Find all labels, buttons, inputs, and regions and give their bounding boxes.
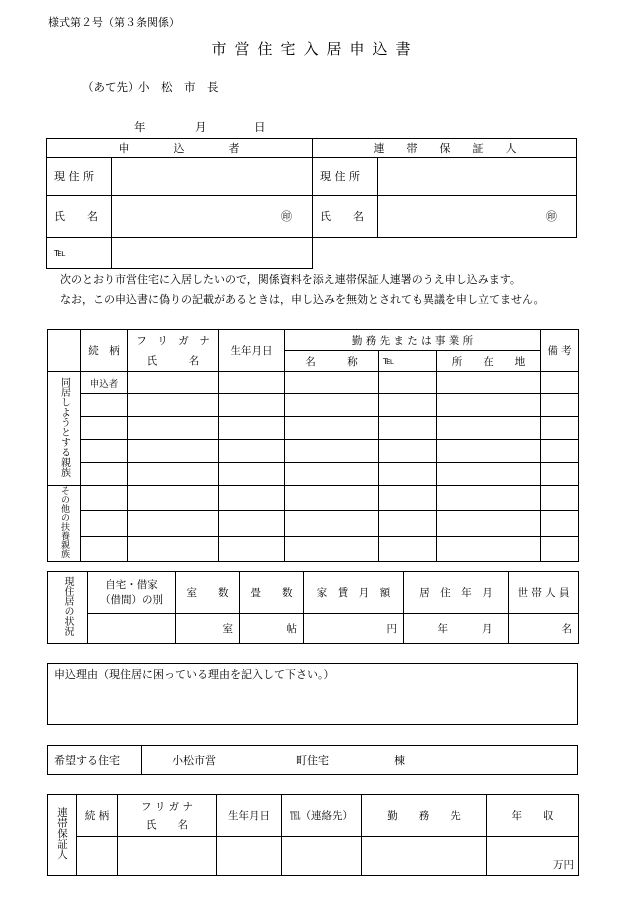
- guarantor-col-birth: 生年月日: [217, 795, 282, 837]
- family-col-birth: 生年月日: [219, 330, 285, 372]
- guarantor-col-furigana: フ リ ガ ナ: [140, 801, 193, 813]
- guarantor-label: 連帯保証人: [48, 795, 77, 876]
- guarantor-header: 連 帯 保 証 人: [373, 142, 517, 155]
- family-col-furigana: フ リ ガ ナ: [128, 330, 219, 351]
- page-title: 市営住宅入居申込書: [211, 40, 419, 58]
- date-day-label: 日: [254, 120, 266, 134]
- guarantor-unit-income: 万円: [487, 837, 579, 876]
- family-group-cohabit: 同居しようとする親族: [48, 372, 81, 486]
- date-month-label: 月: [195, 120, 207, 134]
- desired-housing-building: 棟: [394, 754, 405, 767]
- residence-col-rooms: 室 数: [176, 572, 240, 614]
- residence-table: [47, 571, 579, 644]
- family-applicant-row-label: 申込者: [81, 372, 128, 394]
- applicant-seal-mark: ㊞: [281, 210, 292, 223]
- tel-row-box: [46, 237, 313, 269]
- residence-col-tatami: 畳 数: [240, 572, 304, 614]
- family-col-name: 氏 名: [128, 351, 219, 372]
- desired-housing-label: 希望する住宅: [54, 754, 120, 767]
- residence-col-type: 自宅・借家（借間）の別: [88, 572, 176, 614]
- declaration-line-1: 次のとおり市営住宅に入居したいので，関係資料を添え連帯保証人連署のうえ申し込みます。: [60, 273, 521, 286]
- applicant-name-label: 氏 名: [54, 210, 98, 223]
- family-col-relation: 続 柄: [81, 330, 128, 372]
- guarantor-col-name: 氏 名: [146, 819, 188, 831]
- addressee-name: 小 松 市 長: [138, 80, 219, 94]
- guarantor-col-work: 勤 務 先: [362, 795, 487, 837]
- residence-label: 現住居の状況: [48, 572, 88, 644]
- residence-col-period: 居 住 年 月: [404, 572, 509, 614]
- applicant-header: 申 込 者: [118, 142, 240, 155]
- residence-unit-month: 月: [482, 623, 493, 635]
- guarantor-col-relation: 続 柄: [77, 795, 118, 837]
- guarantor-name-label: 氏 名: [320, 210, 364, 223]
- residence-unit-yen: 円: [304, 614, 404, 644]
- guarantor-col-tel: ℡（連絡先）: [282, 795, 362, 837]
- residence-unit-tatami: 帖: [240, 614, 304, 644]
- residence-unit-year: 年: [437, 623, 448, 635]
- desired-housing-town: 町住宅: [296, 754, 329, 767]
- residence-unit-people: 名: [509, 614, 579, 644]
- desired-housing-city: 小松市営: [172, 754, 216, 767]
- guarantor-col-income: 年 収: [487, 795, 579, 837]
- residence-unit-rooms: 室: [176, 614, 240, 644]
- family-group-other: その他の扶養親族: [48, 486, 81, 562]
- guarantor-col-furigana-name: [118, 795, 217, 837]
- family-col-remarks: 備 考: [541, 330, 579, 372]
- family-table: [47, 329, 579, 562]
- applicant-tel-label: ℡: [54, 246, 66, 259]
- addressee-label: （あて先）: [82, 80, 140, 94]
- applicant-address-label: 現 住 所: [54, 170, 94, 183]
- family-col-work: 勤 務 先 ま た は 事 業 所: [285, 330, 541, 351]
- guarantor-table: [47, 794, 579, 876]
- date-year-label: 年: [134, 120, 146, 134]
- residence-period-cell: [404, 614, 509, 644]
- family-col-work-tel: ℡: [379, 351, 437, 372]
- family-col-work-address: 所 在 地: [437, 351, 541, 372]
- declaration-line-2: なお，この申込書に偽りの記載があるときは，申し込みを無効とされても異議を申し立てません。: [60, 293, 545, 306]
- form-number: 様式第２号（第３条関係）: [48, 16, 180, 29]
- family-col-work-name: 名 称: [285, 351, 379, 372]
- residence-col-household: 世 帯 人 員: [509, 572, 579, 614]
- guarantor-seal-mark: ㊞: [546, 210, 557, 223]
- guarantor-address-label: 現 住 所: [320, 170, 360, 183]
- residence-col-rent: 家 賃 月 額: [304, 572, 404, 614]
- reason-label: 申込理由（現住居に困っている理由を記入して下さい。）: [54, 668, 335, 681]
